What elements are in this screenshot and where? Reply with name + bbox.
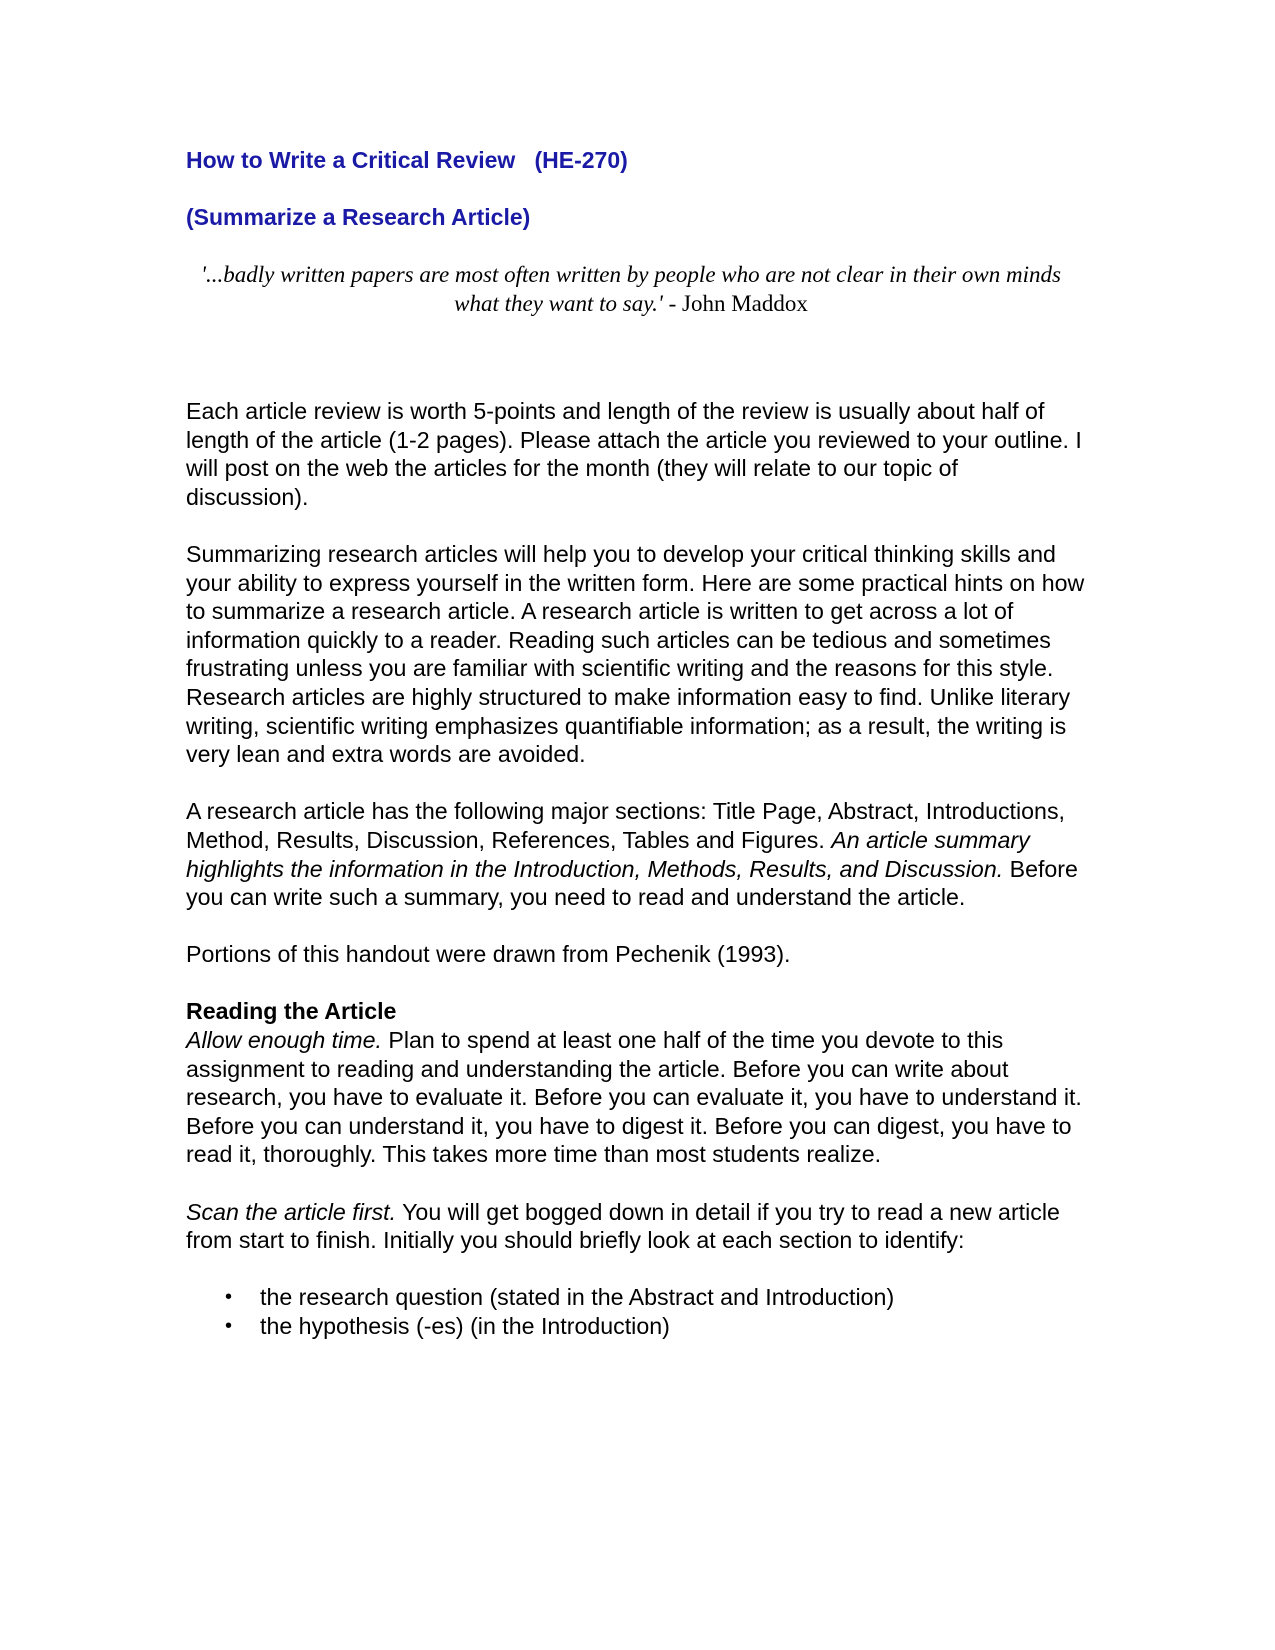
scan-first-lead: Scan the article first. [186, 1198, 397, 1225]
allow-time-text: Plan to spend at least one half of the time you devote to this assignment to reading and understanding the article. Before you can write about research, you have to evaluate it. Before you can evaluate it, you have to understand it. Before you can understand it, you have to digest it. Before you can digest, you have to read it, thoroughly. This takes more time than most students realize. [186, 1027, 1082, 1168]
sections-text-end: Before you can write such a summary, you need to read and understand the article. [186, 855, 1078, 911]
list-item-text: the hypothesis (-es) (in the Introduction) [260, 1313, 670, 1339]
bullet-icon: • [225, 1315, 233, 1337]
scan-first-text: You will get bogged down in detail if you try to read a new article from start to finish. Initially you should briefly look at each section to identify: [186, 1198, 1060, 1254]
document-title: How to Write a Critical Review (HE-270) [186, 147, 628, 173]
list-item [186, 1283, 1086, 1312]
sections-emphasis: An article summary highlights the information in the Introduction, Methods, Results, and Discussion. [186, 826, 1030, 882]
document-subtitle: (Summarize a Research Article) [186, 204, 531, 230]
list-item [186, 1312, 1086, 1341]
paragraph-source-note: Portions of this handout were drawn from Pechenik (1993). [186, 941, 791, 968]
list-item-text: the research question (stated in the Abstract and Introduction) [260, 1284, 895, 1311]
paragraph-review-requirements: Each article review is worth 5-points and length of the review is usually about half of length of the article (1-2 pages). Please attach the article you reviewed to your outline. I will post on the web the articles for the month (they will relate to our topic of discussion). [186, 398, 1082, 510]
quote-attribution: - John Maddox [662, 291, 808, 316]
epigraph-quote [186, 260, 1076, 318]
paragraph-allow-time [186, 1026, 1086, 1169]
paragraph-scan-first [186, 1198, 1086, 1255]
bullet-icon: • [225, 1286, 233, 1309]
identify-list [186, 1283, 1086, 1340]
quote-text: '...badly written papers are most often written by people who are not clear in their own minds what they want to say.' [201, 262, 1061, 316]
paragraph-article-sections [186, 797, 1086, 911]
allow-time-lead: Allow enough time. [186, 1027, 382, 1054]
section-heading-reading: Reading the Article [186, 998, 397, 1025]
sections-text: A research article has the following major sections: Title Page, Abstract, Introductions, Method, Results, Discussion, References, Tables and Figures. [186, 798, 1065, 853]
paragraph-summarizing-benefits: Summarizing research articles will help you to develop your critical thinking skills and your ability to express yourself in the written form. Here are some practical hints on how to summarize a research article. A research article is written to get across a lot of information quickly to a reader. Reading such articles can be tedious and sometimes frustrating unless you are familiar with scientific writing and the reasons for this style. Research articles are highly structured to make information easy to find. Unlike literary writing, scientific writing emphasizes quantifiable information; as a result, the writing is very lean and extra words are avoided. [186, 540, 1085, 768]
document-content [186, 146, 1086, 1341]
